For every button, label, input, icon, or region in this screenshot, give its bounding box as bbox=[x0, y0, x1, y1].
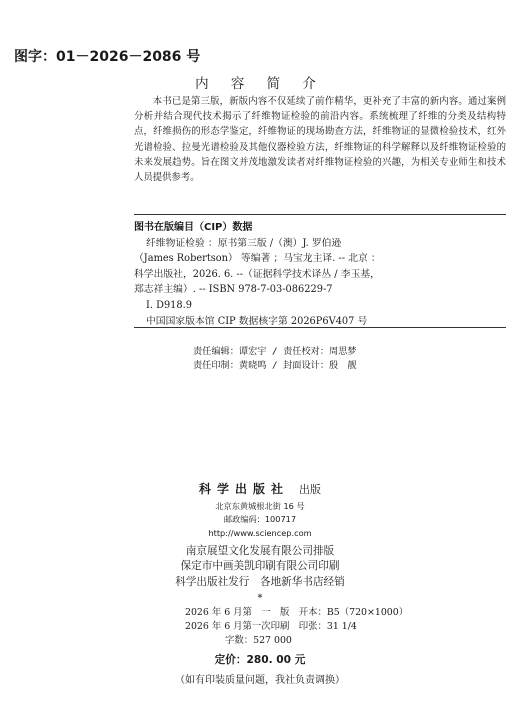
summary-title: 内 容 简 介 bbox=[195, 76, 325, 92]
summary-line: 器检验方法，纤维物证的科学解释以及纤维物证检验的未来发展趋势。旨 bbox=[134, 141, 506, 168]
cip-block bbox=[134, 220, 506, 329]
staff-credits bbox=[193, 345, 357, 373]
publish-label: 出版 bbox=[299, 483, 321, 496]
typesetting-line: 南京展望文化发展有限公司排版 bbox=[185, 545, 335, 557]
word-count: 字数：527 000 bbox=[225, 635, 292, 646]
publisher-address: 北京东黄城根北街 16 号 bbox=[215, 501, 305, 511]
summary-text bbox=[134, 94, 506, 185]
publisher-website: http://www.sciencep.com bbox=[208, 528, 312, 538]
printing-spec: 2026 年 6 月第一次印刷 印张：31 1/4 bbox=[185, 621, 357, 632]
price: 定价：280. 00 元 bbox=[214, 654, 306, 666]
printing-line: 保定市中画美凯印刷有限公司印刷 bbox=[180, 560, 340, 572]
summary-paragraph bbox=[134, 94, 506, 185]
publisher-line bbox=[0, 478, 520, 497]
summary-line: 梳理了纤维的分类及结构特点，纤维损伤的形态学鉴定，纤维物证的现场勘 bbox=[134, 111, 506, 138]
publisher-name: 科学出版社 bbox=[198, 482, 289, 496]
edition-spec: 2026 年 6 月第 一 版 开本：B5（720×1000） bbox=[185, 607, 409, 618]
staff-line-editor: 责任编辑：谭宏宇 / 责任校对：周思梦 bbox=[193, 346, 357, 357]
cip-line: 纤维物证检验 ：原书第三版 /（澳）J. 罗伯逊 bbox=[146, 237, 342, 249]
distribution-line: 科学出版社发行 各地新华书店经销 bbox=[175, 576, 345, 588]
staff-line-printing: 责任印制：黄晓鸣 / 封面设计：殷 靓 bbox=[193, 360, 357, 372]
summary-line: 本书已是第三版，新版内容不仅延续了前作精华，更补充了丰富的新内 bbox=[152, 96, 449, 107]
cip-line: 科学出版社，2026. 6. --（证据科学技术译丛 / 李玉基， bbox=[134, 268, 380, 280]
divider-top bbox=[134, 214, 506, 215]
divider-bottom bbox=[134, 327, 506, 328]
cip-record-number: 中国国家版本馆 CIP 数据核字第 2026P6V407 号 bbox=[146, 315, 368, 327]
summary-line: 员提供参考。 bbox=[143, 172, 200, 184]
cip-heading: 图书在版编目（CIP）数据 bbox=[134, 222, 253, 233]
publisher-postcode: 邮政编码：100717 bbox=[223, 514, 297, 524]
cip-line: （James Robertson） 等编著 ；马宝龙主译. -- 北京 ： bbox=[134, 253, 381, 265]
summary-line: 容。通过案例分析并结合现代技术揭示了纤维物证检验的前沿内容。系统 bbox=[134, 96, 506, 123]
copyright-register-number: 图字：01－2026－2086 号 bbox=[14, 49, 201, 65]
quality-note: （如有印装质量问题，我社负责调换） bbox=[175, 675, 345, 686]
summary-line: 查方法，纤维物证的显微检验技术，红外光谱检验、拉曼光谱检验及其他仪 bbox=[134, 126, 506, 153]
summary-line: 在图文并茂地激发读者对纤维物证检验的兴趣，为相关专业师生和技术人 bbox=[134, 156, 506, 184]
cip-line: 郑志祥主编）. -- ISBN 978-7-03-086229-7 bbox=[134, 284, 333, 296]
separator-star: * bbox=[257, 593, 263, 604]
cip-classification: Ⅰ. D918.9 bbox=[146, 299, 192, 311]
